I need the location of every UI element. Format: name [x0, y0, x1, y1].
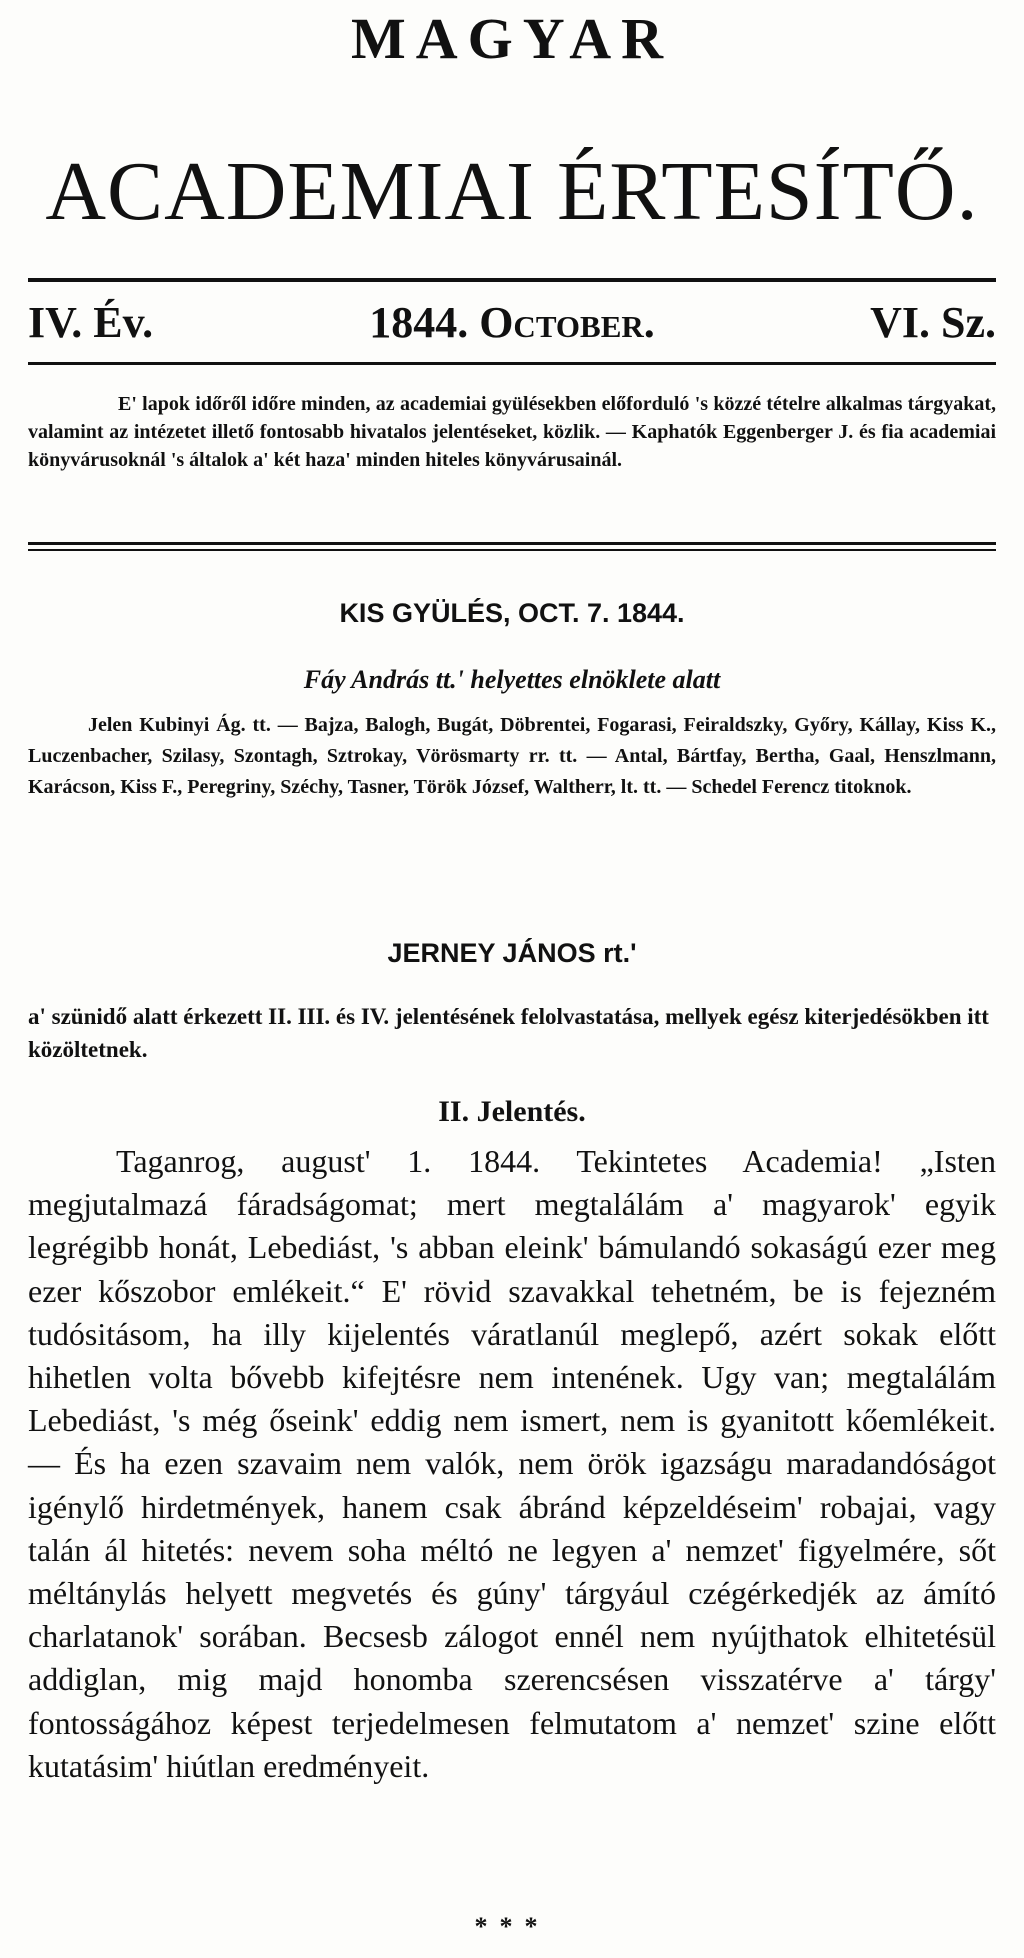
- intro-paragraph: E' lapok időről időre minden, az academiai gyülésekben előforduló 's közzé tételre alkalmas tárgyakat, valamint az intézetet illető fontosabb hivatalos jelentéseket, közlik. — Kaphatók Eggenberger J. és fia academiai könyvárusoknál 's általok a' két haza' minden hiteles könyvárusainál.: [28, 393, 996, 471]
- masthead-top: MAGYAR: [350, 6, 674, 71]
- session-heading: KIS GYÜLÉS, OCT. 7. 1844.: [339, 598, 685, 628]
- issue-line: [28, 298, 996, 348]
- report-body: Taganrog, august' 1. 1844. Tekintetes Academia! „Isten megjutalmazá fáradságomat; mert megtalálám a' magyarok' egyik legrégibb honát, Lebediást, 's abban eleink' bámulandó sokaságú ezer meg ezer kőszobor emlékeit.“ E' rövid szavakkal tehetném, be is fejezném tudósitásom, ha illy kijelentés váratlanúl meglepő, azért sokak előtt hihetlen volta bővebb kifejtésre nem intenének. Ugy van; megtalálám Lebediást, 's még őseink' eddig nem ismert, nem is gyanitott kőemlékeit. — És ha ezen szavaim nem valók, nem örök igazságu maradandóságot igénylő hirdetmények, hanem csak ábránd képzeldéseim' robajai, vagy talán ál hitetés: nevem soha méltó ne legyen a' nemzet' figyelmére, sőt méltánylás helyett megvetés és gúny' tárgyául czégérkedjék az ámító charlatanok' sorában. Becsesb zálogot ennél nem nyújthatok elhitetésül addiglan, mig majd honomba szerencsésen visszatérve a' tárgy' fontosságához képest terjedelmesen felmutatom a' nemzet' szine előtt kutatásim' hiútlan eredményeit.: [28, 1143, 996, 1784]
- speaker-heading: JERNEY JÁNOS rt.': [387, 938, 637, 968]
- issue-year: IV. Év.: [28, 298, 154, 347]
- chair-line: Fáy András tt.' helyettes elnöklete alatt: [303, 665, 721, 694]
- intro-rule-bottom: [28, 549, 996, 551]
- intro-rule-top: [28, 542, 996, 545]
- issue-date-year: 1844.: [369, 298, 469, 347]
- purpose-paragraph: a' szünidő alatt érkezett II. III. és IV. jelentésének felolvastatása, mellyek egész kiterjedésökben itt közöltetnek.: [28, 1004, 989, 1062]
- closing-ornament: ***: [474, 1912, 550, 1941]
- top-rule: [28, 278, 996, 282]
- report-title: II. Jelentés.: [438, 1095, 586, 1128]
- issue-date: [28, 298, 996, 348]
- issue-number: VI. Sz.: [870, 298, 996, 347]
- masthead-title: ACADEMIAI ÉRTESÍTŐ.: [45, 145, 979, 238]
- issue-date-month: October.: [479, 298, 655, 347]
- issue-rule: [28, 362, 996, 365]
- attendance-paragraph: Jelen Kubinyi Ág. tt. — Bajza, Balogh, Bugát, Döbrentei, Fogarasi, Feiraldszky, Győry, Kállay, Kiss K., Luczenbacher, Szilasy, Szontagh, Sztrokay, Vörösmarty rr. tt. — Antal, Bártfay, Bertha, Gaal, Henszlmann, Karácson, Kiss F., Peregriny, Széchy, Tasner, Török József, Waltherr, lt. tt. — Schedel Ferencz titoknok.: [28, 714, 996, 798]
